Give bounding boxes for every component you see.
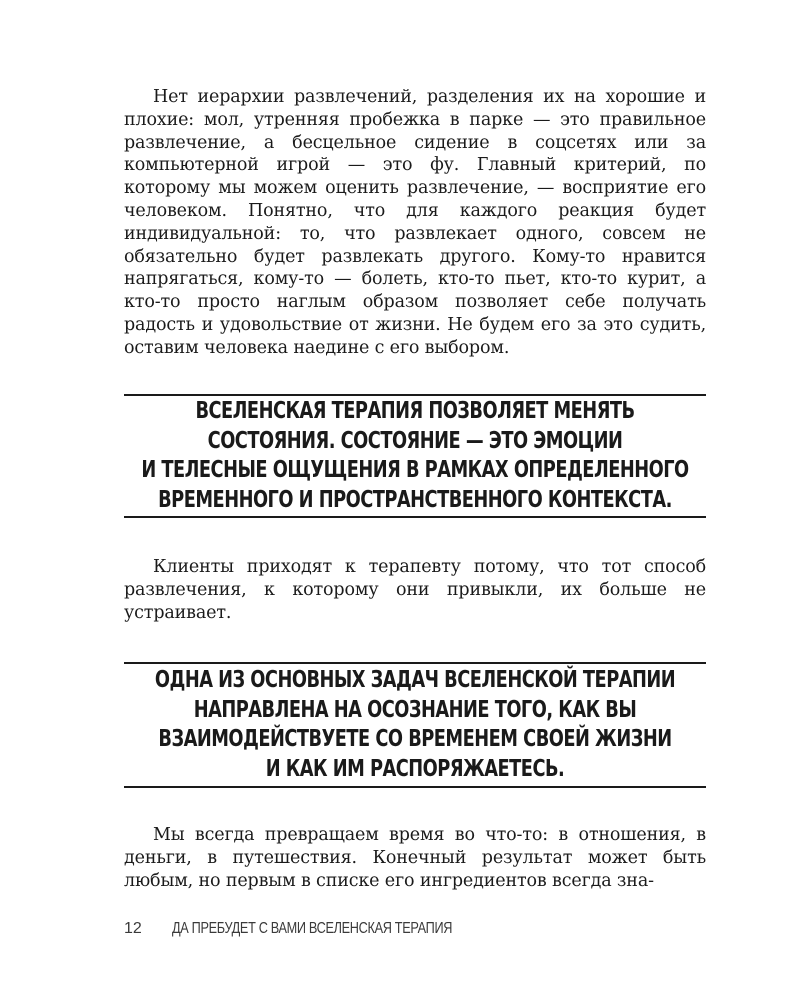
pull-quote-1-line-2: СОСТОЯНИЯ. СОСТОЯНИЕ — ЭТО ЭМОЦИИ [207, 427, 623, 454]
pull-quote-2 [124, 662, 706, 788]
body-paragraph-3: Мы всегда превращаем время во что-то: в отношения, в деньги, в путешествия. Конечный результат может быть любым, но первым в списке его ингредиентов всегда зна- [124, 825, 706, 891]
page-footer [124, 917, 514, 941]
pull-quote-2-text [124, 666, 705, 784]
pull-quote-2-line-4: И КАК ИМ РАСПОРЯЖАЕТЕСЬ. [265, 755, 565, 782]
pull-quote-1-text [124, 397, 705, 515]
body-paragraph-1: Нет иерархии развлечений, разделения их на хорошие и плохие: мол, утренняя пробежка в парке — это правильное развлечение, а бесцельное сидение в соцсетях или за компьютерной игрой — это фу. Главный критерий, по которому мы можем оценить развлечение, — восприятие его человеком. Понятно, что для каждого реакция будет индивидуальной: то, что развлекает одного, совсем не обязательно будет развлекать другого. Кому-то нравится напрягаться, кому-то — болеть, кто-то пьет, кто-то курит, а кто-то просто наглым образом позволяет себе получать радость и удовольствие от жизни. Не будем его за это судить, оставим человека наедине с его выбором. [124, 87, 706, 358]
running-title: ДА ПРЕБУДЕТ С ВАМИ ВСЕЛЕНСКАЯ ТЕРАПИЯ [172, 920, 453, 937]
pull-quote-2-line-1: ОДНА ИЗ ОСНОВНЫХ ЗАДАЧ ВСЕЛЕНСКОЙ ТЕРАПИИ [154, 667, 676, 693]
pull-quote-2-line-3: ВЗАИМОДЕЙСТВУЕТЕ СО ВРЕМЕНЕМ СВОЕЙ ЖИЗНИ [158, 726, 672, 752]
pull-quote-1-line-3: И ТЕЛЕСНЫЕ ОЩУЩЕНИЯ В РАМКАХ ОПРЕДЕЛЕННОГО [141, 457, 689, 483]
pull-quote-1-line-4: ВРЕМЕННОГО И ПРОСТРАНСТВЕННОГО КОНТЕКСТА. [158, 486, 672, 513]
pull-quote-1-line-1: ВСЕЛЕНСКАЯ ТЕРАПИЯ ПОЗВОЛЯЕТ МЕНЯТЬ [195, 398, 635, 424]
body-paragraph-2: Клиенты приходят к терапевту потому, что тот способ развлечения, к которому они привыкли, их больше не устраивает. [124, 557, 706, 623]
page-number: 12 [124, 920, 142, 937]
pull-quote-1 [124, 394, 706, 518]
pull-quote-2-line-2: НАПРАВЛЕНА НА ОСОЗНАНИЕ ТОГО, КАК ВЫ [193, 696, 637, 723]
